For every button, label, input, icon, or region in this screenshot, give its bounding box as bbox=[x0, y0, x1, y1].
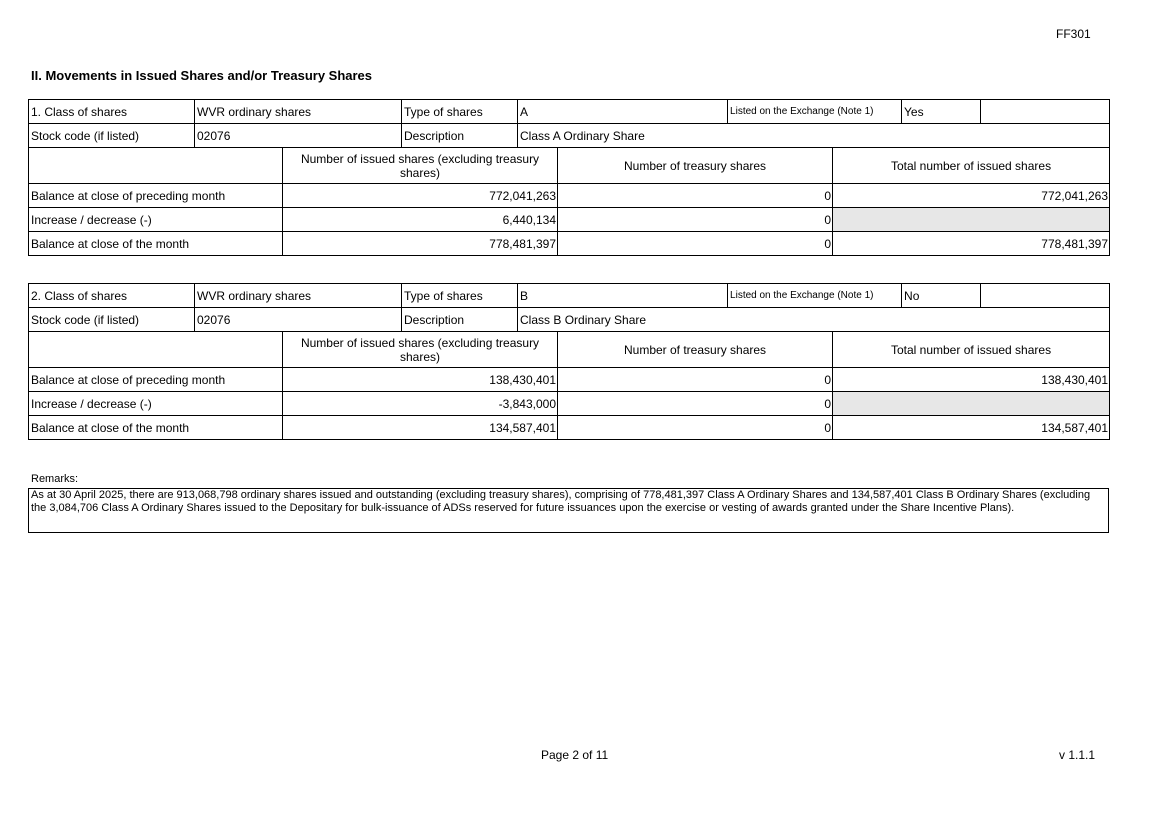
page-number: Page 2 of 11 bbox=[541, 748, 609, 762]
table-row bbox=[29, 184, 1110, 208]
row-close-label: Balance at close of the month bbox=[29, 232, 283, 256]
stock-code-label: Stock code (if listed) bbox=[29, 124, 195, 148]
form-code: FF301 bbox=[1056, 27, 1091, 41]
col-issued-header: Number of issued shares (excluding treasury shares) bbox=[283, 148, 558, 184]
table-row bbox=[29, 232, 1110, 256]
class-of-shares-label: 1. Class of shares bbox=[29, 100, 195, 124]
close-total: 778,481,397 bbox=[833, 232, 1110, 256]
preceding-issued: 138,430,401 bbox=[283, 368, 558, 392]
row-change-label: Increase / decrease (-) bbox=[29, 392, 283, 416]
version-label: v 1.1.1 bbox=[1059, 748, 1096, 762]
type-of-shares-value: A bbox=[518, 100, 728, 124]
listed-on-exchange-label: Listed on the Exchange (Note 1) bbox=[728, 100, 902, 124]
row-change-label: Increase / decrease (-) bbox=[29, 208, 283, 232]
listed-on-exchange-value: No bbox=[902, 284, 981, 308]
share-class-table-a bbox=[28, 99, 1110, 256]
section-title: II. Movements in Issued Shares and/or Treasury Shares bbox=[31, 68, 373, 83]
type-of-shares-label: Type of shares bbox=[402, 100, 518, 124]
share-class-table-b bbox=[28, 283, 1110, 440]
change-total-shaded bbox=[833, 208, 1110, 232]
col-total-header: Total number of issued shares bbox=[833, 148, 1110, 184]
col-issued-header: Number of issued shares (excluding treasury shares) bbox=[283, 332, 558, 368]
close-total: 134,587,401 bbox=[833, 416, 1110, 440]
preceding-treasury: 0 bbox=[558, 368, 833, 392]
close-issued: 778,481,397 bbox=[283, 232, 558, 256]
listed-on-exchange-label: Listed on the Exchange (Note 1) bbox=[728, 284, 902, 308]
description-label: Description bbox=[402, 124, 518, 148]
header-blank bbox=[29, 148, 283, 184]
preceding-total: 138,430,401 bbox=[833, 368, 1110, 392]
description-label: Description bbox=[402, 308, 518, 332]
type-of-shares-value: B bbox=[518, 284, 728, 308]
row-preceding-label: Balance at close of preceding month bbox=[29, 368, 283, 392]
listed-on-exchange-value: Yes bbox=[902, 100, 981, 124]
table-row bbox=[29, 208, 1110, 232]
table-row bbox=[29, 368, 1110, 392]
change-total-shaded bbox=[833, 392, 1110, 416]
change-treasury: 0 bbox=[558, 392, 833, 416]
close-treasury: 0 bbox=[558, 232, 833, 256]
col-treasury-header: Number of treasury shares bbox=[558, 332, 833, 368]
description-value: Class A Ordinary Share bbox=[518, 124, 1110, 148]
table-row bbox=[29, 416, 1110, 440]
empty-cell bbox=[981, 100, 1110, 124]
header-blank bbox=[29, 332, 283, 368]
class-of-shares-value: WVR ordinary shares bbox=[195, 284, 402, 308]
preceding-issued: 772,041,263 bbox=[283, 184, 558, 208]
change-issued: -3,843,000 bbox=[283, 392, 558, 416]
row-preceding-label: Balance at close of preceding month bbox=[29, 184, 283, 208]
empty-cell bbox=[981, 284, 1110, 308]
remarks-label: Remarks: bbox=[31, 473, 79, 485]
col-treasury-header: Number of treasury shares bbox=[558, 148, 833, 184]
change-treasury: 0 bbox=[558, 208, 833, 232]
stock-code-value: 02076 bbox=[195, 124, 402, 148]
class-of-shares-value: WVR ordinary shares bbox=[195, 100, 402, 124]
preceding-treasury: 0 bbox=[558, 184, 833, 208]
stock-code-label: Stock code (if listed) bbox=[29, 308, 195, 332]
row-close-label: Balance at close of the month bbox=[29, 416, 283, 440]
col-total-header: Total number of issued shares bbox=[833, 332, 1110, 368]
description-value: Class B Ordinary Share bbox=[518, 308, 1110, 332]
table-row bbox=[29, 392, 1110, 416]
change-issued: 6,440,134 bbox=[283, 208, 558, 232]
remarks-text: As at 30 April 2025, there are 913,068,798 ordinary shares issued and outstanding (excluding treasury shares), comprising of 778,481,397 Class A Ordinary Shares and 134,587,401 Class B Ordinary Shares (excluding the 3,084,706 Class A Ordinary Shares issued to the Depositary for bulk-issuance of ADSs reserved for future issuances upon the exercise or vesting of awards granted under the Share Incentive Plans). bbox=[28, 488, 1109, 533]
stock-code-value: 02076 bbox=[195, 308, 402, 332]
class-of-shares-label: 2. Class of shares bbox=[29, 284, 195, 308]
preceding-total: 772,041,263 bbox=[833, 184, 1110, 208]
close-issued: 134,587,401 bbox=[283, 416, 558, 440]
close-treasury: 0 bbox=[558, 416, 833, 440]
type-of-shares-label: Type of shares bbox=[402, 284, 518, 308]
